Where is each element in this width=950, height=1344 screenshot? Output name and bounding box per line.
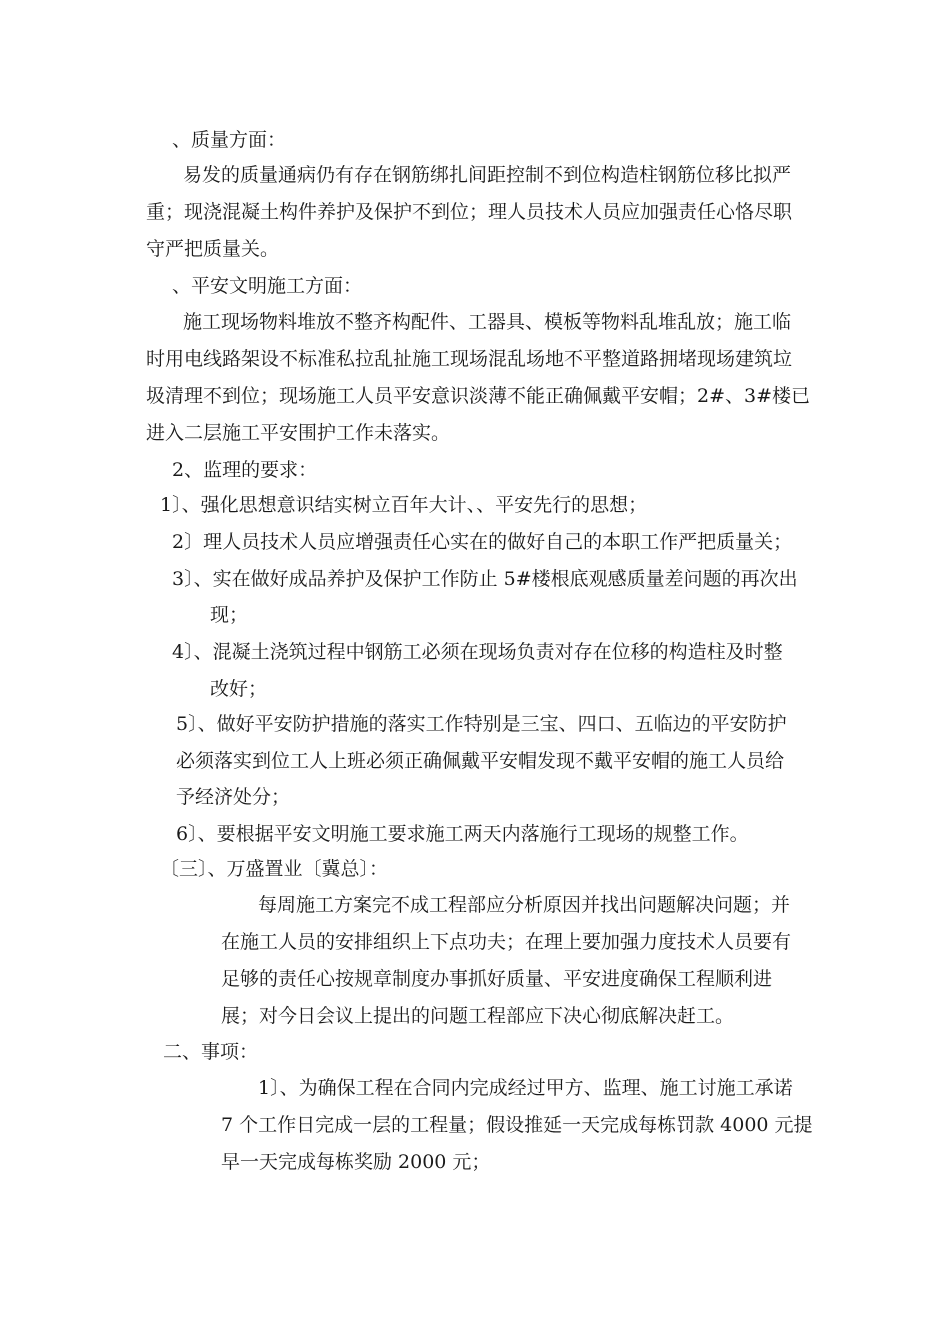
- matters-line-2: 7 个工作日完成一层的工程量；假设推延一天完成每栋罚款 4000 元提: [221, 1114, 813, 1136]
- supervision-item-6: 6〕、要根据平安文明施工要求施工两天内落施行工现场的规整工作。: [176, 823, 749, 845]
- wansheng-heading: 〔三〕、万盛置业〔冀总〕：: [160, 858, 389, 880]
- matters-line-1: 1〕、为确保工程在合同内完成经过甲方、监理、施工讨施工承诺: [258, 1077, 793, 1099]
- wansheng-line-2: 在施工人员的安排组织上下点功夫；在理上要加强力度技术人员要有: [221, 931, 792, 953]
- wansheng-line-1: 每周施工方案完不成工程部应分析原因并找出问题解决问题；并: [258, 894, 791, 916]
- supervision-item-1: 1〕、强化思想意识结实树立百年大计、、平安先行的思想；: [160, 494, 648, 516]
- supervision-item-3: 3〕、实在做好成品养护及保护工作防止 5#楼根底观感质量差问题的再次出: [172, 568, 798, 590]
- supervision-item-4: 4〕、混凝土浇筑过程中钢筋工必须在现场负责对存在位移的构造柱及时整: [172, 641, 783, 663]
- supervision-item-4-cont: 改好；: [210, 678, 268, 700]
- safety-line-4: 进入二层施工平安围护工作未落实。: [146, 422, 451, 444]
- wansheng-line-3: 足够的责任心按规章制度办事抓好质量、平安进度确保工程顺利进: [221, 968, 773, 990]
- supervision-item-2: 2〕理人员技术人员应增强责任心实在的做好自己的本职工作严把质量关；: [172, 531, 793, 553]
- quality-heading: 、质量方面：: [172, 129, 287, 151]
- quality-line-1: 易发的质量通病仍有存在钢筋绑扎间距控制不到位构造柱钢筋位移比拟严: [183, 164, 792, 186]
- supervision-item-5-line-3: 予经济处分；: [176, 786, 291, 808]
- wansheng-line-4: 展；对今日会议上提出的问题工程部应下决心彻底解决赶工。: [221, 1005, 735, 1027]
- quality-line-2: 重；现浇混凝土构件养护及保护不到位；理人员技术人员应加强责任心恪尽职: [146, 201, 793, 223]
- matters-line-3: 早一天完成每栋奖励 2000 元；: [221, 1151, 491, 1173]
- supervision-item-5: 5〕、做好平安防护措施的落实工作特别是三宝、四口、五临边的平安防护: [176, 713, 787, 735]
- quality-line-3: 守严把质量关。: [146, 238, 280, 260]
- matters-heading: 二、事项：: [163, 1041, 259, 1063]
- supervision-item-3-cont: 现；: [210, 604, 249, 626]
- safety-heading: 、平安文明施工方面：: [172, 275, 363, 297]
- supervision-heading: 2、监理的要求：: [172, 459, 318, 481]
- safety-line-1: 施工现场物料堆放不整齐构配件、工器具、模板等物料乱堆乱放；施工临: [183, 311, 792, 333]
- supervision-item-5-line-2: 必须落实到位工人上班必须正确佩戴平安帽发现不戴平安帽的施工人员给: [176, 750, 785, 772]
- safety-line-3: 圾清理不到位；现场施工人员平安意识淡薄不能正确佩戴平安帽；2#、3#楼已: [146, 385, 811, 407]
- safety-line-2: 时用电线路架设不标准私拉乱扯施工现场混乱场地不平整道路拥堵现场建筑垃: [146, 348, 793, 370]
